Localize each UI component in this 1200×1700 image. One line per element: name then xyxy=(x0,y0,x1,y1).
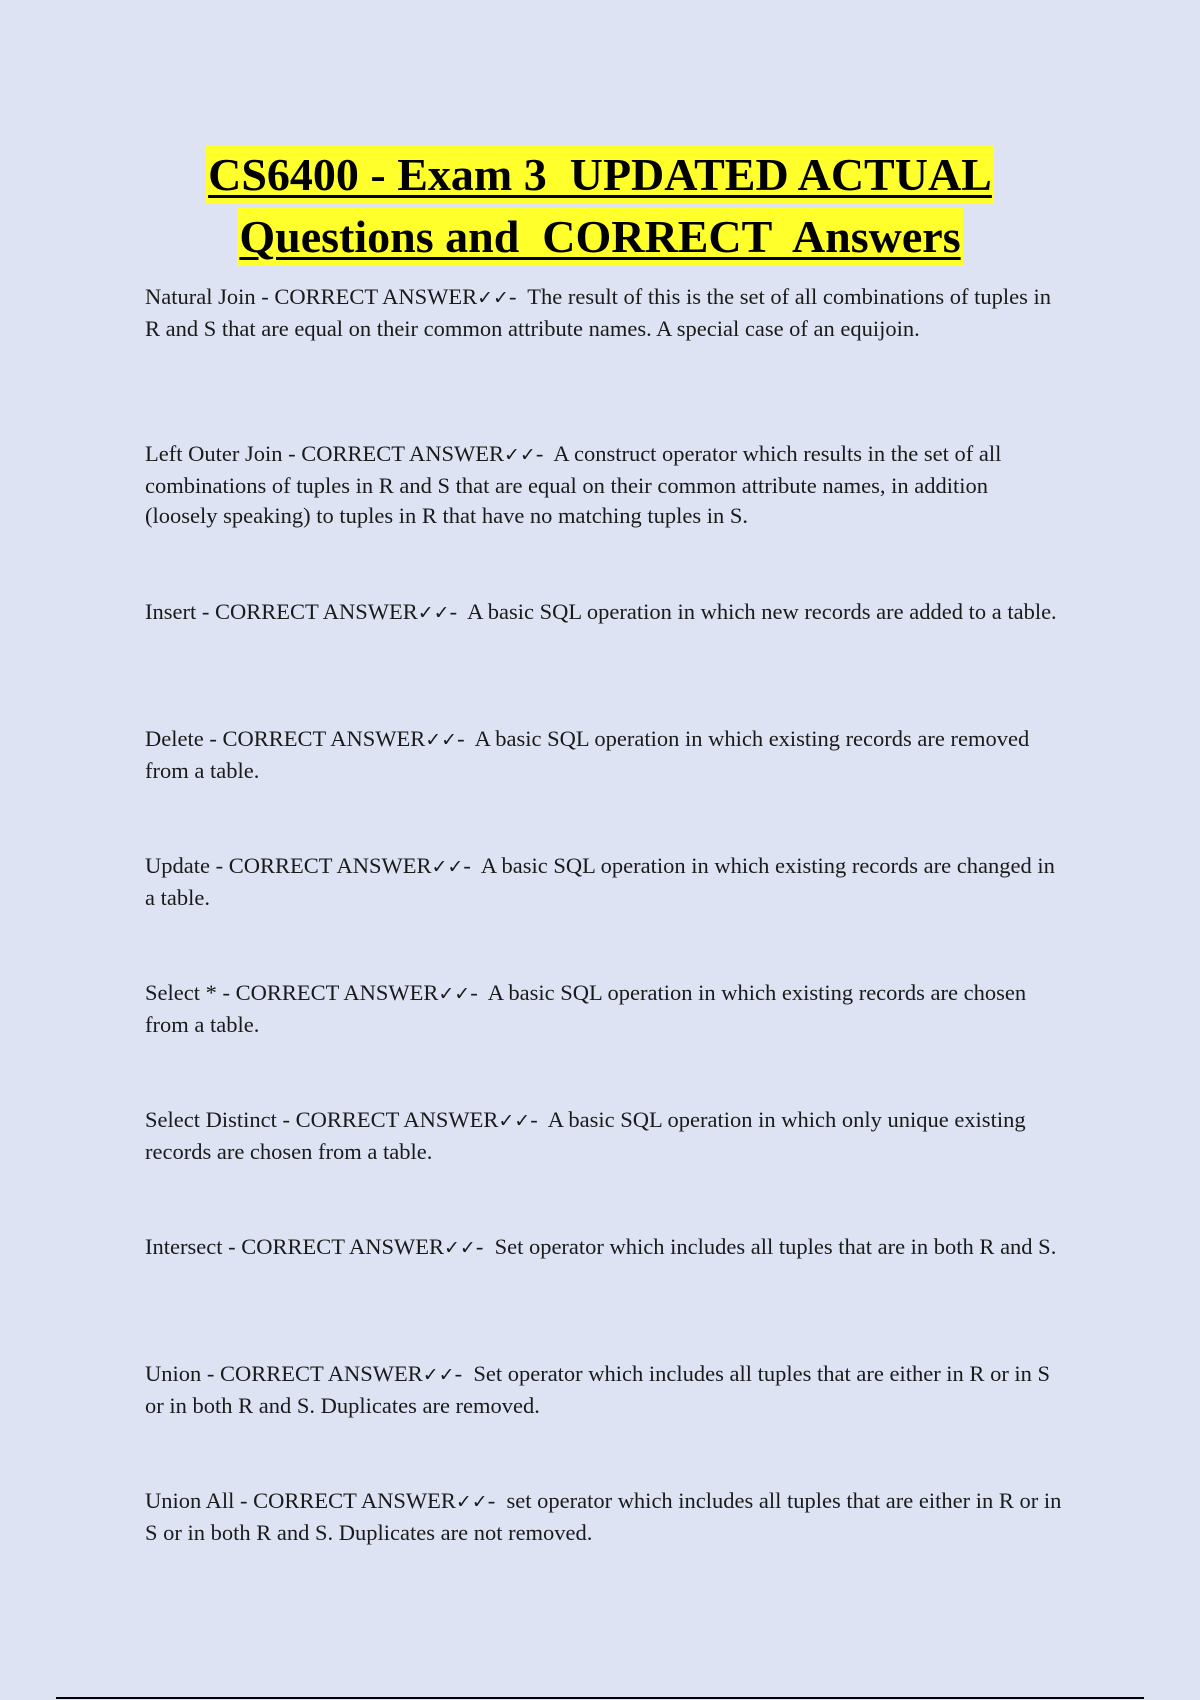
answer-marker: CORRECT ANSWER xyxy=(235,980,439,1005)
document-title xyxy=(120,146,1080,270)
qa-item: Update - CORRECT ANSWER✓✓- A basic SQL operation in which existing records are changed in a table. xyxy=(145,853,1055,910)
title-line-2: Questions and CORRECT Answers xyxy=(237,208,962,266)
qa-term: Insert xyxy=(145,599,197,624)
qa-item: Union - CORRECT ANSWER✓✓- Set operator which includes all tuples that are either in R or in S or in both R and S. Duplicates are removed. xyxy=(145,1361,1051,1418)
answer-marker: CORRECT ANSWER xyxy=(301,441,504,466)
answer-marker: CORRECT ANSWER xyxy=(220,1361,423,1386)
qa-answer: A basic SQL operation in which existing records are removed from a table. xyxy=(145,726,1030,783)
qa-term: Intersect xyxy=(145,1234,223,1259)
qa-term: Delete xyxy=(145,726,204,751)
answer-marker: CORRECT ANSWER xyxy=(241,1234,444,1259)
check-marks-icon: ✓✓ xyxy=(425,729,458,751)
qa-answer: A basic SQL operation in which existing records are chosen from a table. xyxy=(145,980,1027,1037)
qa-term: Update xyxy=(145,853,210,878)
answer-marker: CORRECT ANSWER xyxy=(214,599,418,624)
answer-marker: CORRECT ANSWER xyxy=(228,853,432,878)
qa-answer: The result of this is the set of all combinations of tuples in R and S that are equal on their common attribute names. A special case of an equijoin. xyxy=(145,284,1051,341)
check-marks-icon: ✓✓ xyxy=(431,856,464,878)
qa-answer: A basic SQL operation in which new records are added to a table. xyxy=(467,599,1057,624)
answer-marker: CORRECT ANSWER xyxy=(274,284,478,309)
qa-item: Union All - CORRECT ANSWER✓✓- set operator which includes all tuples that are either in R or in S or in both R and S. Duplicates are not removed. xyxy=(145,1488,1062,1545)
check-marks-icon: ✓✓ xyxy=(498,1110,531,1132)
check-marks-icon: ✓✓ xyxy=(422,1364,455,1386)
check-marks-icon: ✓✓ xyxy=(438,983,471,1005)
answer-marker: CORRECT ANSWER xyxy=(295,1107,499,1132)
answer-marker: CORRECT ANSWER xyxy=(222,726,426,751)
check-marks-icon: ✓✓ xyxy=(477,287,509,309)
qa-item: Left Outer Join - CORRECT ANSWER✓✓- A construct operator which results in the set of all combinations of tuples in R and S that are equal on their common attribute names, in addition (loosely speaking) to tuples in R that have no matching tuples in S. xyxy=(145,441,1002,528)
answer-marker: CORRECT ANSWER xyxy=(253,1488,456,1513)
qa-term: Select * xyxy=(145,980,217,1005)
qa-item: Delete - CORRECT ANSWER✓✓- A basic SQL operation in which existing records are removed from a table. xyxy=(145,726,1030,783)
check-marks-icon: ✓✓ xyxy=(455,1491,488,1513)
qa-answer: Set operator which includes all tuples that are either in R or in S or in both R and S. Duplicates are removed. xyxy=(145,1361,1051,1418)
qa-term: Select Distinct xyxy=(145,1107,277,1132)
page-bottom-divider xyxy=(56,1697,1144,1699)
qa-answer: A basic SQL operation in which existing records are changed in a table. xyxy=(145,853,1055,910)
qa-answer: A basic SQL operation in which only unique existing records are chosen from a table. xyxy=(145,1107,1026,1164)
check-marks-icon: ✓✓ xyxy=(503,444,536,466)
qa-answer: Set operator which includes all tuples that are in both R and S. xyxy=(494,1234,1057,1259)
qa-item: Insert - CORRECT ANSWER✓✓- A basic SQL operation in which new records are added to a table. xyxy=(145,599,1057,624)
qa-item: Natural Join - CORRECT ANSWER✓✓- The result of this is the set of all combinations of tuples in R and S that are equal on their common attribute names. A special case of an equijoin. xyxy=(145,284,1051,341)
qa-term: Union xyxy=(145,1361,202,1386)
qa-item: Select Distinct - CORRECT ANSWER✓✓- A basic SQL operation in which only unique existing records are chosen from a table. xyxy=(145,1107,1026,1164)
qa-answer: A construct operator which results in the set of all combinations of tuples in R and S that are equal on their common attribute names, in addition (loosely speaking) to tuples in R that have no matching tuples in S. xyxy=(145,441,1002,528)
qa-term: Left Outer Join xyxy=(145,441,283,466)
qa-item: Select * - CORRECT ANSWER✓✓- A basic SQL operation in which existing records are chosen from a table. xyxy=(145,980,1027,1037)
check-marks-icon: ✓✓ xyxy=(417,602,450,624)
check-marks-icon: ✓✓ xyxy=(443,1237,476,1259)
title-line-1: CS6400 - Exam 3 UPDATED ACTUAL xyxy=(206,146,994,204)
qa-answer: set operator which includes all tuples that are either in R or in S or in both R and S. Duplicates are not removed. xyxy=(145,1488,1062,1545)
qa-term: Natural Join xyxy=(145,284,256,309)
qa-item: Intersect - CORRECT ANSWER✓✓- Set operator which includes all tuples that are in both R and S. xyxy=(145,1234,1057,1259)
qa-term: Union All xyxy=(145,1488,235,1513)
